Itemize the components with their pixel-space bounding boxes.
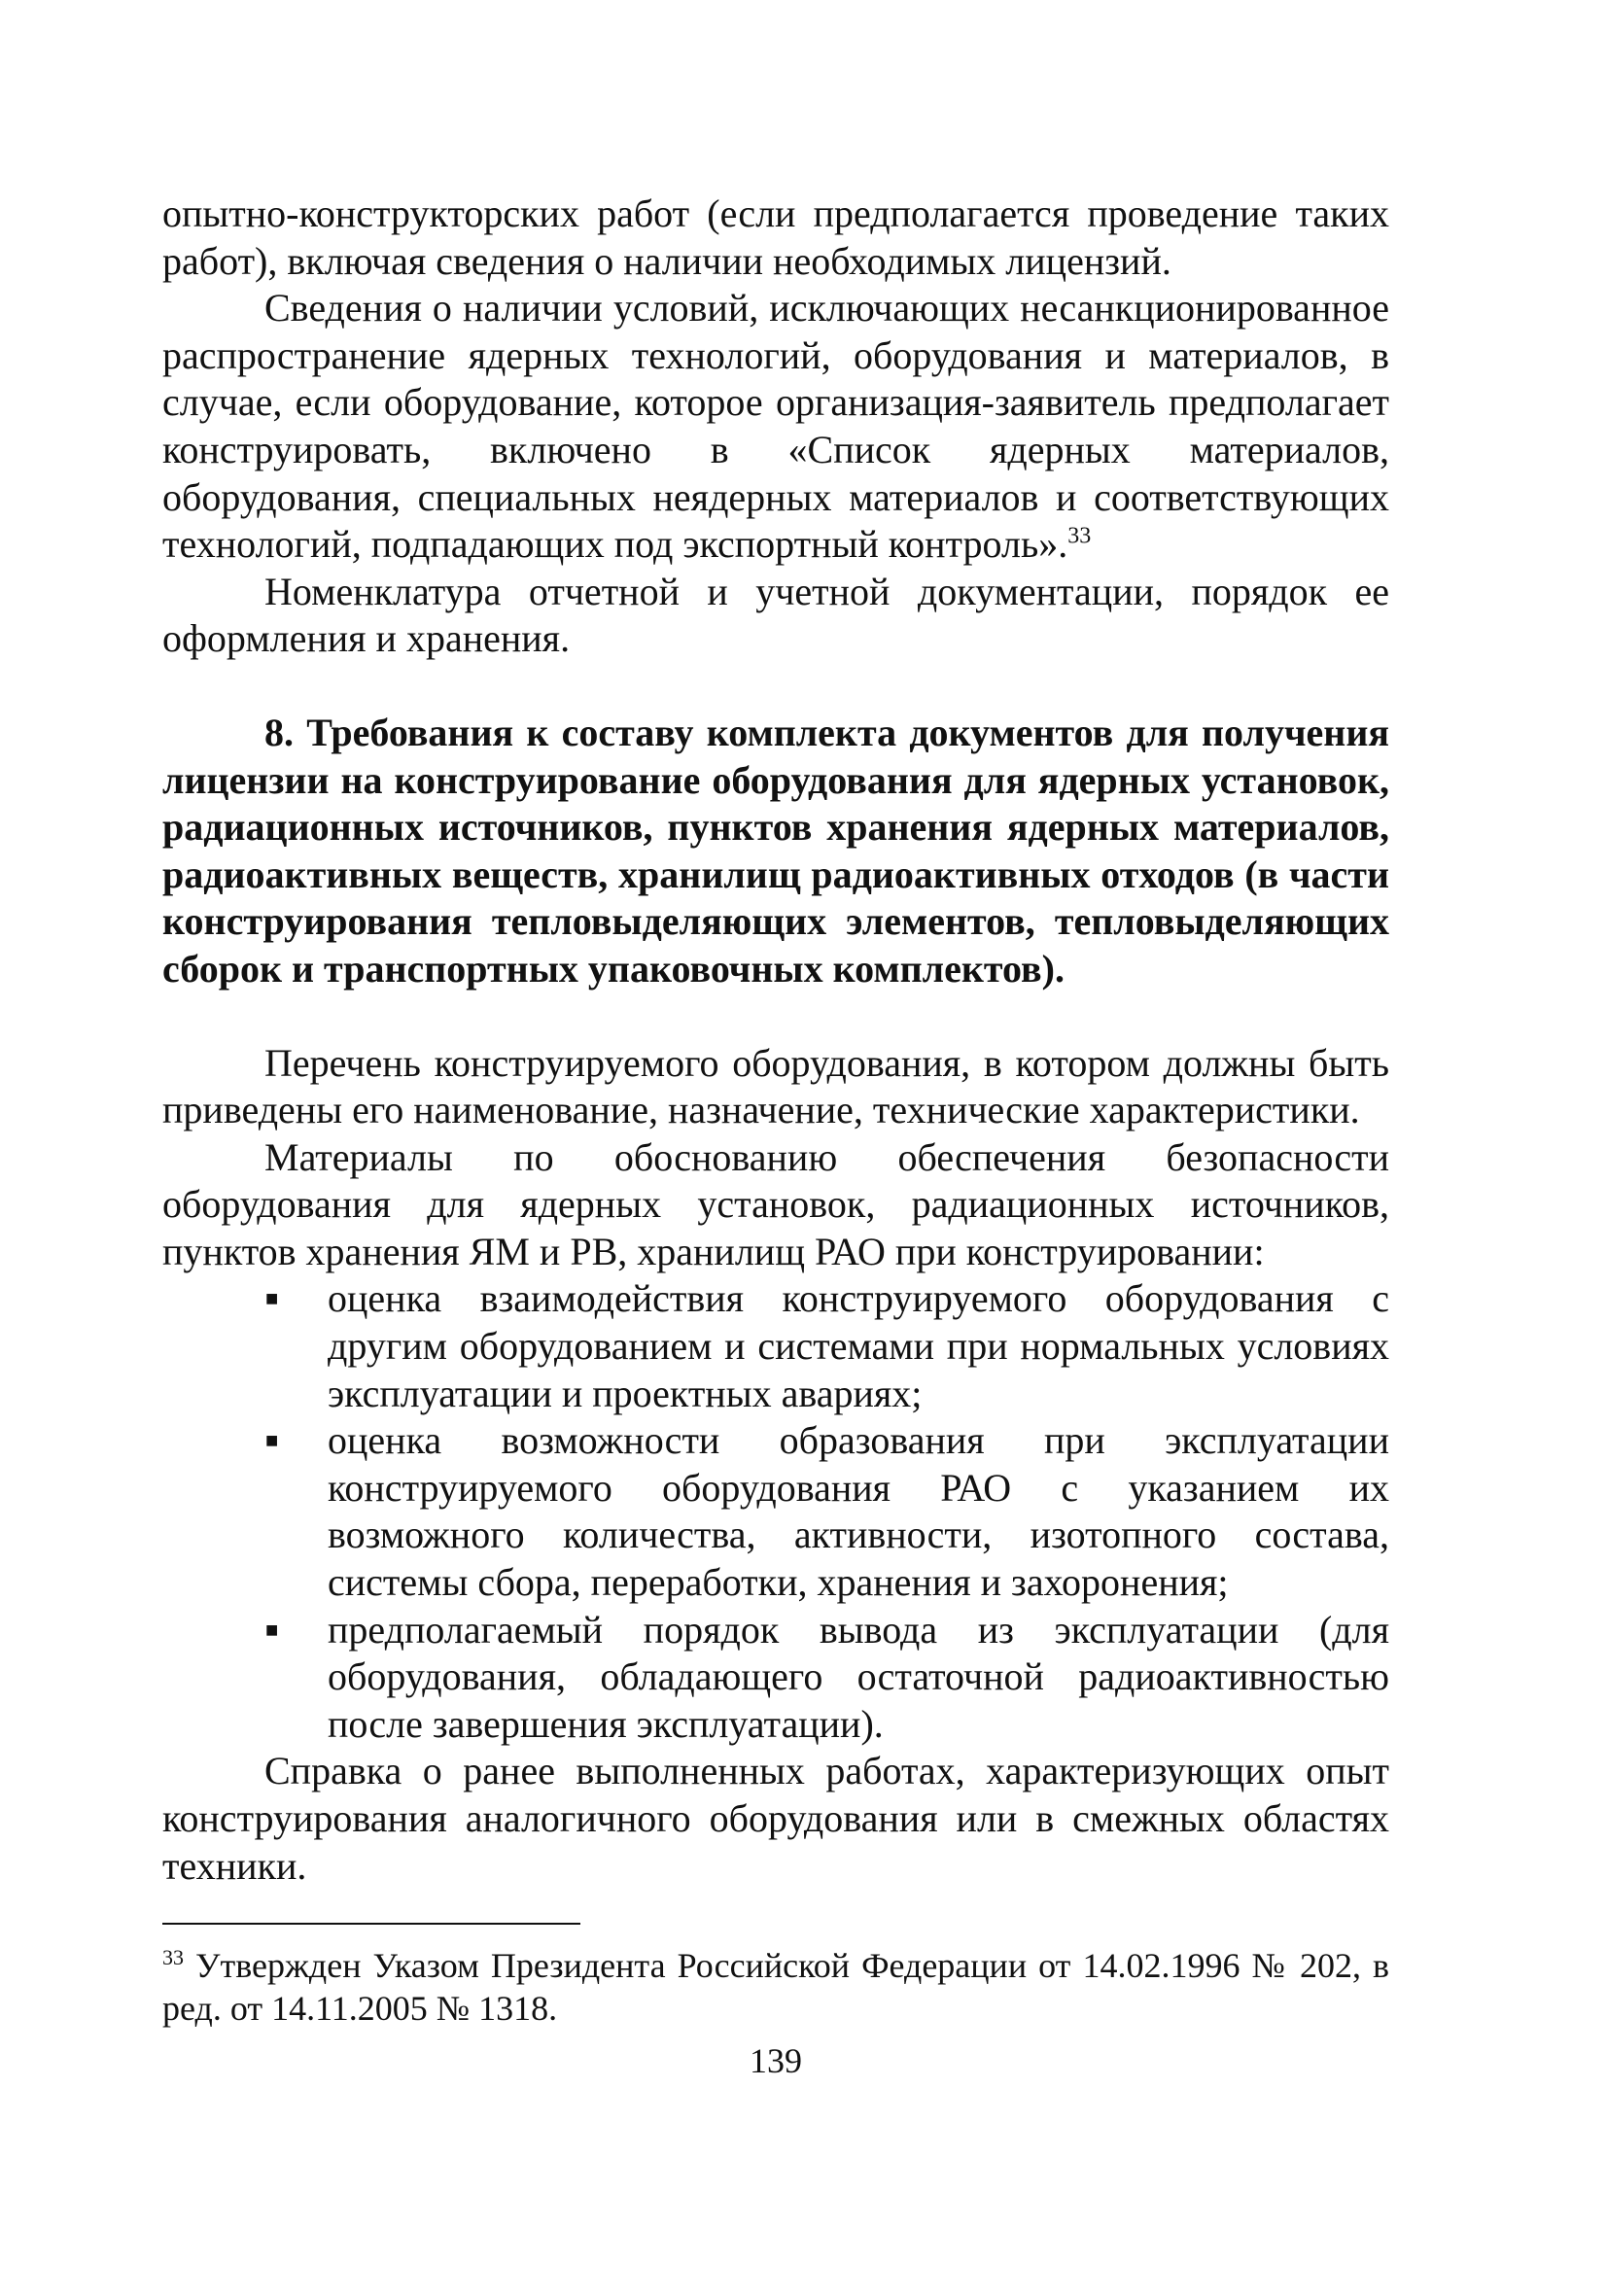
bullet-icon: ■	[265, 1428, 279, 1453]
footnote-reference[interactable]: 33	[1067, 523, 1092, 549]
list-item-text: оценка возможности образования при эксплуатации конструируемого оборудования РАО с указанием их возможного количества, активности, изотопного состава, системы сбора, переработки, хранения и захоронения;	[328, 1418, 1389, 1605]
paragraph-reference: Справка о ранее выполненных работах, характеризующих опыт конструирования аналогичного оборудования или в смежных областях техники.	[162, 1749, 1389, 1888]
list-item	[162, 1607, 1389, 1749]
bullet-icon: ■	[265, 1617, 279, 1642]
paragraph-safety-materials: Материалы по обоснованию обеспечения безопасности оборудования для ядерных установок, радиационных источников, пунктов хранения ЯМ и РВ, хранилищ РАО при конструировании:	[162, 1134, 1389, 1273]
page-number: 139	[750, 2041, 802, 2081]
list-item	[162, 1417, 1389, 1606]
list-item	[162, 1275, 1389, 1417]
footnote	[162, 1944, 1389, 2030]
list-item-text: оценка взаимодействия конструируемого оборудования с другим оборудованием и системами при нормальных условиях эксплуатации и проектных авариях;	[328, 1276, 1389, 1415]
bullet-icon: ■	[265, 1286, 279, 1311]
section-heading: 8. Требования к составу комплекта документов для получения лицензии на конструирование оборудования для ядерных установок, радиационных источников, пунктов хранения ядерных материалов, радиоактивных веществ, хранилищ радиоактивных отходов (в части конструирования тепловыделяющих элементов, тепловыделяющих сборок и транспортных упаковочных комплектов).	[162, 710, 1389, 991]
paragraph-nomenclature: Номенклатура отчетной и учетной документации, порядок ее оформления и хранения.	[162, 569, 1389, 661]
list-item-text: предполагаемый порядок вывода из эксплуатации (для оборудования, обладающего остаточной радиоактивностью после завершения эксплуатации).	[328, 1607, 1389, 1746]
document-page	[162, 191, 1389, 2082]
paragraph-conditions-text: Сведения о наличии условий, исключающих несанкционированное распространение ядерных технологий, оборудования и материалов, в случае, если оборудование, которое организация-заявитель предполагает конструировать, включено в «Список ядерных материалов, оборудования, специальных неядерных материалов и соответствующих технологий, подпадающих под экспортный контроль».	[162, 286, 1389, 567]
bullet-list	[162, 1275, 1389, 1748]
footnote-number: 33	[162, 1945, 184, 1970]
paragraph-continuation: опытно-конструкторских работ (если предполагается проведение таких работ), включая сведения о наличии необходимых лицензий.	[162, 191, 1389, 283]
paragraph-conditions	[162, 285, 1389, 569]
footnote-text: Утвержден Указом Президента Российской Федерации от 14.02.1996 № 202, в ред. от 14.11.2005 № 1318.	[162, 1946, 1389, 2029]
paragraph-equipment-list: Перечень конструируемого оборудования, в котором должны быть приведены его наименование, назначение, технические характеристики.	[162, 1040, 1389, 1132]
footnote-divider	[162, 1923, 580, 1925]
